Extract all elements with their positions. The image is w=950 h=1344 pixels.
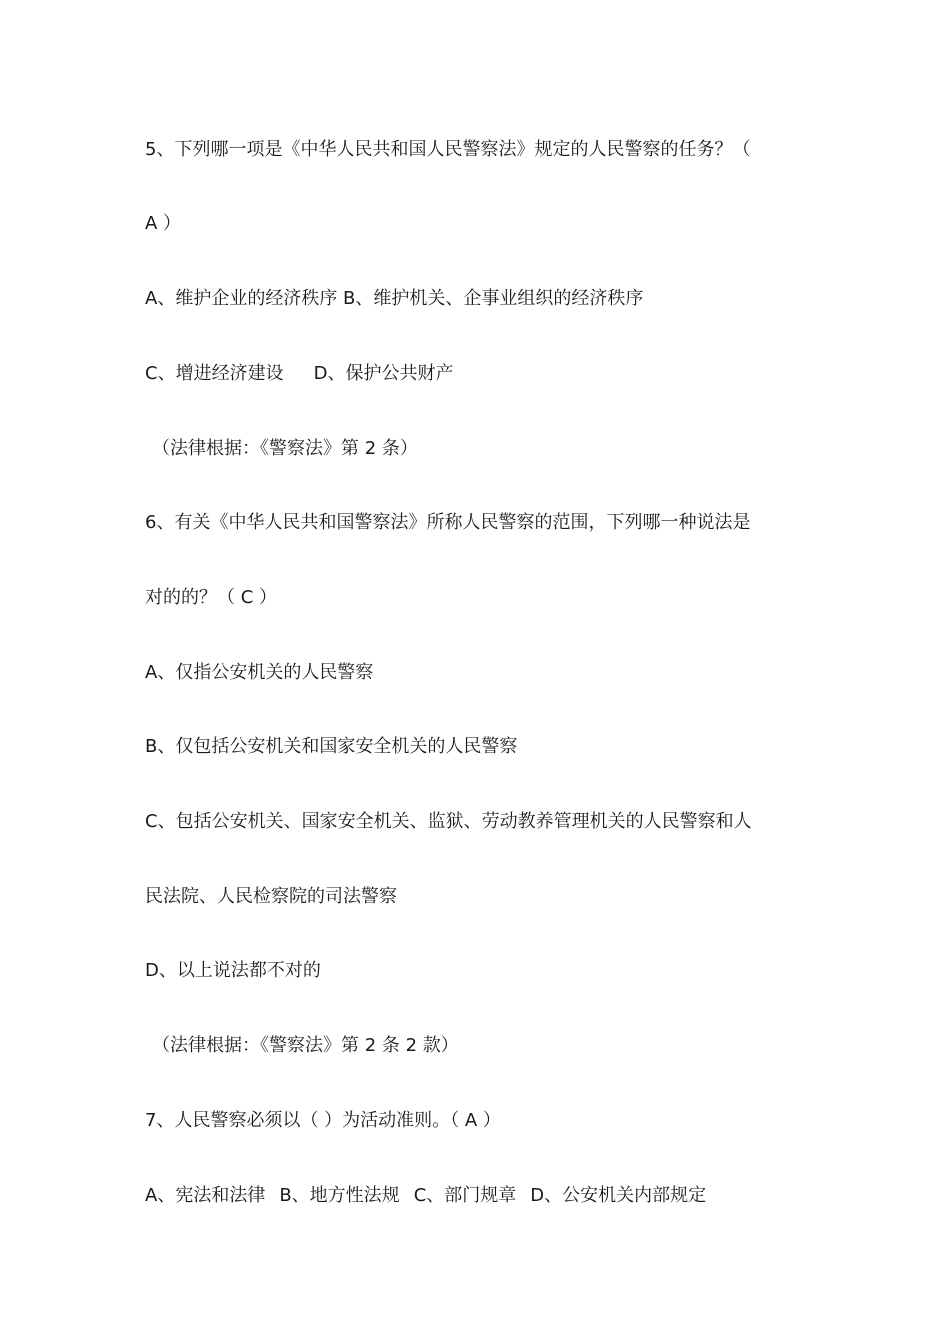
q5-option-d: D、保护公共财产 [313,363,454,384]
q5-options-ab: A、维护企业的经济秩序 B、维护机关、企事业组织的经济秩序 [145,288,644,309]
q5-options-cd [145,361,825,387]
q5-stem-line1: 5、下列哪一项是《中华人民共和国人民警察法》规定的人民警察的任务？（ [145,139,751,160]
q7-option-a: A、宪法和法律 [145,1185,266,1206]
q6-option-c-line1: C、包括公安机关、国家安全机关、监狱、劳动教养管理机关的人民警察和人 [145,811,752,832]
q7-stem: 7、人民警察必须以（ ）为活动准则。（ A ） [145,1110,501,1131]
q5-option-c: C、增进经济建设 [145,363,284,384]
q6-option-b: B、仅包括公安机关和国家安全机关的人民警察 [145,736,518,757]
q6-stem-line2: 对的的？（ C ） [145,587,278,608]
q6-option-a: A、仅指公安机关的人民警察 [145,662,374,683]
q7-option-b: B、地方性法规 [279,1185,400,1206]
q6-option-c-line2: 民法院、人民检察院的司法警察 [145,886,397,907]
q7-option-c: C、部门规章 [413,1185,517,1206]
q7-option-d: D、公安机关内部规定 [530,1185,707,1206]
q6-option-d: D、以上说法都不对的 [145,960,321,981]
q5-legal-basis: （法律根据：《警察法》第 2 条） [152,438,418,459]
q5-stem-line2: A ） [145,213,182,234]
q7-options [145,1183,825,1209]
q6-legal-basis: （法律根据：《警察法》第 2 条 2 款） [152,1035,459,1056]
q6-stem-line1: 6、有关《中华人民共和国警察法》所称人民警察的范围，下列哪一种说法是 [145,512,751,533]
